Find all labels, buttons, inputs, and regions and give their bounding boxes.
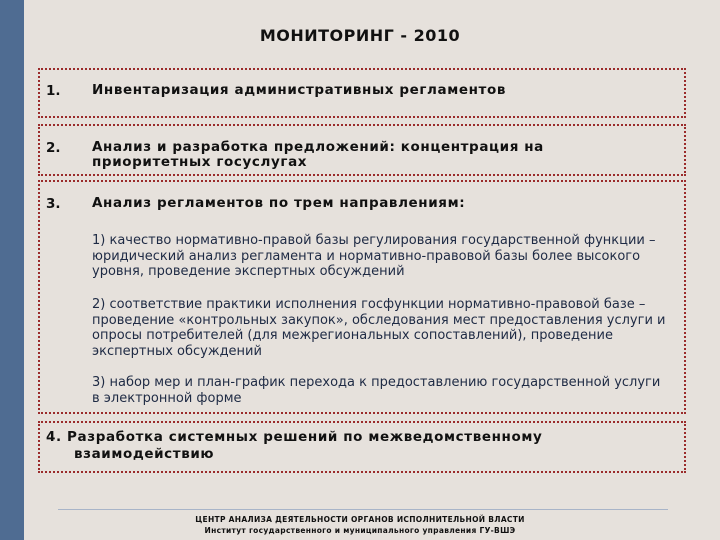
item-heading: Анализ регламентов по трем направлениям: bbox=[92, 195, 466, 211]
item-heading bbox=[92, 140, 674, 170]
item-heading bbox=[46, 429, 674, 463]
footer-institute: Институт государственного и муниципального управления ГУ-ВШЭ bbox=[204, 526, 516, 535]
item-heading-line2: приоритетных госуслугах bbox=[92, 154, 308, 170]
item-box-4 bbox=[38, 421, 686, 473]
item-number: 2. bbox=[46, 140, 61, 156]
item-number: 3. bbox=[46, 196, 61, 212]
item-number: 4. bbox=[46, 429, 62, 445]
item-heading-line2: взаимодействию bbox=[74, 446, 215, 462]
footer-divider bbox=[58, 509, 668, 510]
subitem-1: 1) качество нормативно-правой базы регулирования государственной функции – юридический анализ регламента и нормативно-правовой базы более высокого уровня, проведение экспертных обсуждений bbox=[92, 233, 656, 279]
footer-org: ЦЕНТР АНАЛИЗА ДЕЯТЕЛЬНОСТИ ОРГАНОВ ИСПОЛНИТЕЛЬНОЙ ВЛАСТИ bbox=[195, 515, 525, 524]
item-heading: Инвентаризация административных регламентов bbox=[92, 82, 506, 98]
item-number: 1. bbox=[46, 83, 61, 99]
item-box-2 bbox=[38, 124, 686, 176]
item-box-3 bbox=[38, 180, 686, 414]
subitem-2: 2) соответствие практики исполнения госфункции нормативно-правовой базе – проведение «контрольных закупок», обследования мест предоставления услуги и опросы потребителей (для межрегиональных сопоставлений), проведение экспертных обсуждений bbox=[92, 297, 666, 359]
item-heading-line1: Анализ и разработка предложений: концентрация на bbox=[92, 139, 544, 155]
page-title: МОНИТОРИНГ - 2010 bbox=[259, 26, 461, 45]
item-heading-line1: Разработка системных решений по межведомственному bbox=[67, 429, 543, 445]
left-accent-bar bbox=[0, 0, 24, 540]
item-box-1 bbox=[38, 68, 686, 118]
subitem-3: 3) набор мер и план-график перехода к предоставлению государственной услуги в электронной форме bbox=[92, 375, 661, 406]
